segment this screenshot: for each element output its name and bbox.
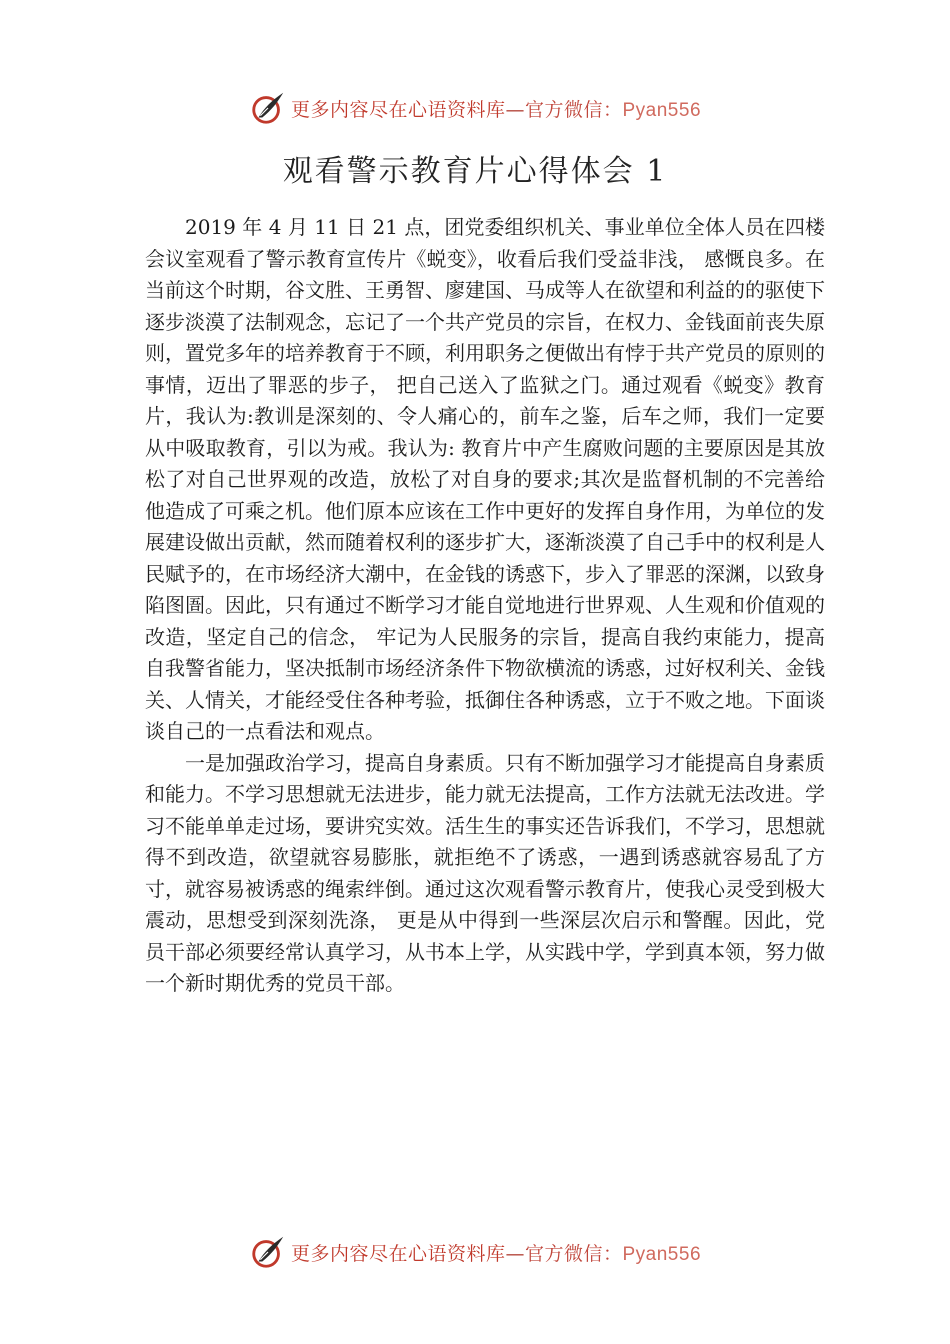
watermark-main: 更多内容尽在心语资料库 — [290, 98, 506, 121]
quill-logo-icon — [249, 1233, 287, 1271]
watermark-separator: — — [505, 98, 525, 121]
footer-watermark — [0, 1232, 950, 1272]
body-paragraph-1: 2019 年 4 月 11 日 21 点，团党委组织机关、事业单位全体人员在四楼会议室观看了警示教育宣传片《蜕变》，收看后我们受益非浅， 感慨良多。在当前这个时期，谷文胜、王勇智、廖建国、马成等人在欲望和利益的的驱使下逐步淡漠了法制观念，忘记了一个共产党员的宗旨，在权力、金钱面前丧失原则，置党多年的培养教育于不顾，利用职务之便做出有悖于共产党员的原则的事情，迈出了罪恶的步子， 把自己送入了监狱之门。通过观看《蜕变》教育片，我认为:教训是深刻的、令人痛心的，前车之鉴，后车之师，我们一定要从中吸取教育，引以为戒。我认为: 教育片中产生腐败问题的主要原因是其放松了对自己世界观的改造，放松了对自身的要求;其次是监督机制的不完善给他造成了可乘之机。他们原本应该在工作中更好的发挥自身作用，为单位的发展建设做出贡献，然而随着权利的逐步扩大，逐渐淡漠了自己手中的权利是人民赋予的，在市场经济大潮中，在金钱的诱惑下，步入了罪恶的深渊，以致身陷图圄。因此，只有通过不断学习才能自觉地进行世界观、人生观和价值观的改造，坚定自己的信念， 牢记为人民服务的宗旨，提高自我约束能力，提高自我警省能力，坚决抵制市场经济条件下物欲横流的诱惑，过好权利关、金钱关、人情关，才能经受住各种考验，抵御住各种诱惑，立于不败之地。下面谈谈自己的一点看法和观点。 — [145, 215, 825, 743]
watermark-wechat-id: Pyan556 — [622, 1243, 702, 1265]
document-title: 观看警示教育片心得体会 1 — [282, 154, 668, 189]
watermark-text — [291, 95, 701, 122]
watermark-wechat-label: 官方微信： — [524, 98, 623, 121]
watermark-wechat-id: Pyan556 — [622, 99, 702, 121]
watermark-text — [291, 1239, 701, 1266]
quill-logo-icon — [249, 89, 287, 127]
watermark-wechat-label: 官方微信： — [524, 1242, 623, 1265]
header-watermark — [0, 88, 950, 128]
watermark-separator: — — [505, 1242, 525, 1265]
document-body — [145, 212, 825, 1000]
watermark-main: 更多内容尽在心语资料库 — [290, 1242, 506, 1265]
body-paragraph-2: 一是加强政治学习，提高自身素质。只有不断加强学习才能提高自身素质和能力。不学习思想就无法进步，能力就无法提高，工作方法就无法改进。学习不能单单走过场，要讲究实效。活生生的事实还告诉我们，不学习，思想就得不到改造，欲望就容易膨胀，就拒绝不了诱惑，一遇到诱惑就容易乱了方寸，就容易被诱惑的绳索绊倒。通过这次观看警示教育片，使我心灵受到极大震动，思想受到深刻洗涤， 更是从中得到一些深层次启示和警醒。因此，党员干部必须要经常认真学习，从书本上学，从实践中学，学到真本领，努力做一个新时期优秀的党员干部。 — [145, 750, 825, 995]
